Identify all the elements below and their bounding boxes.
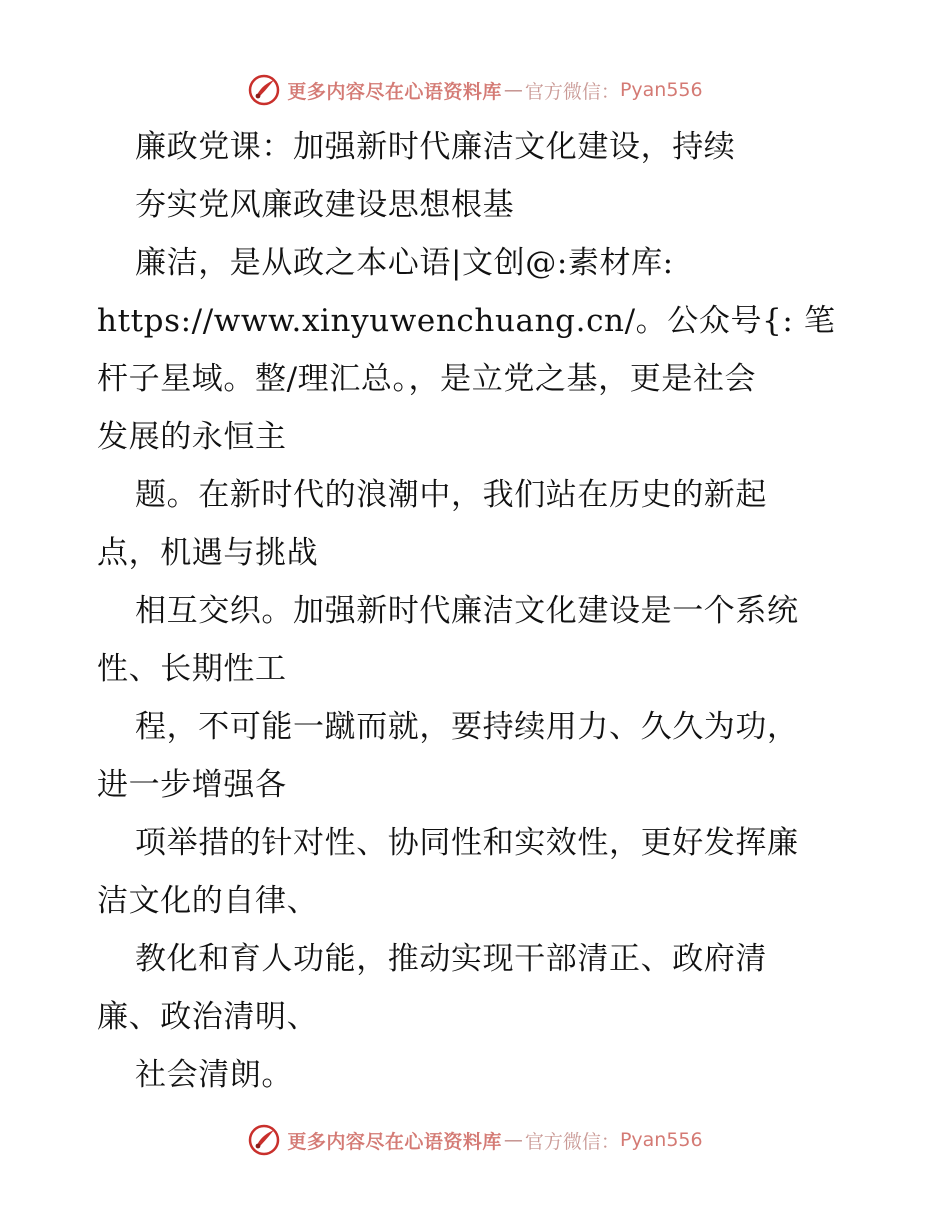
document-title-line: 夯实党风廉政建设思想根基 bbox=[135, 187, 515, 223]
banner-dash: — bbox=[503, 1129, 523, 1151]
paragraph-line: 社会清朗。 bbox=[135, 1057, 293, 1093]
ink-brush-logo-icon bbox=[247, 73, 281, 107]
paragraph-line: 洁文化的自律、 bbox=[97, 883, 319, 919]
banner-wechat-id: Pyan556 bbox=[619, 79, 703, 101]
paragraph-line: 点，机遇与挑战 bbox=[97, 535, 319, 571]
paragraph-line: 发展的永恒主 bbox=[97, 419, 287, 455]
banner-brand-text: 更多内容尽在心语资料库 bbox=[287, 80, 502, 103]
paragraph-line: 廉洁，是从政之本心语|文创@:素材库: bbox=[135, 245, 674, 281]
paragraph-line: 项举措的针对性、协同性和实效性，更好发挥廉 bbox=[135, 825, 799, 861]
paragraph-line: 程，不可能一蹴而就，要持续用力、久久为功， bbox=[135, 709, 799, 745]
footer-banner bbox=[0, 1120, 950, 1160]
paragraph-line: 进一步增强各 bbox=[97, 767, 287, 803]
paragraph-line: https://www.xinyuwenchuang.cn/。公众号{: 笔 bbox=[97, 303, 836, 339]
banner-brand-text: 更多内容尽在心语资料库 bbox=[287, 1130, 502, 1153]
paragraph-line: 相互交织。加强新时代廉洁文化建设是一个系统 bbox=[135, 593, 799, 629]
banner-dash: — bbox=[503, 79, 523, 101]
paragraph-line: 题。在新时代的浪潮中，我们站在历史的新起 bbox=[135, 477, 767, 513]
paragraph-line: 廉、政治清明、 bbox=[97, 999, 319, 1035]
header-banner bbox=[0, 70, 950, 110]
banner-wechat-label: 官方微信： bbox=[524, 80, 620, 103]
banner-wechat-id: Pyan556 bbox=[619, 1129, 703, 1151]
paragraph-line: 杆子星域。整/理汇总。，是立党之基，更是社会 bbox=[97, 361, 757, 397]
paragraph-line: 教化和育人功能，推动实现干部清正、政府清 bbox=[135, 941, 767, 977]
ink-brush-logo-icon bbox=[247, 1123, 281, 1157]
banner-wechat-label: 官方微信： bbox=[524, 1130, 620, 1153]
document-body bbox=[97, 118, 857, 1104]
paragraph-line: 性、长期性工 bbox=[97, 651, 287, 687]
document-title-line: 廉政党课：加强新时代廉洁文化建设，持续 bbox=[135, 129, 736, 165]
